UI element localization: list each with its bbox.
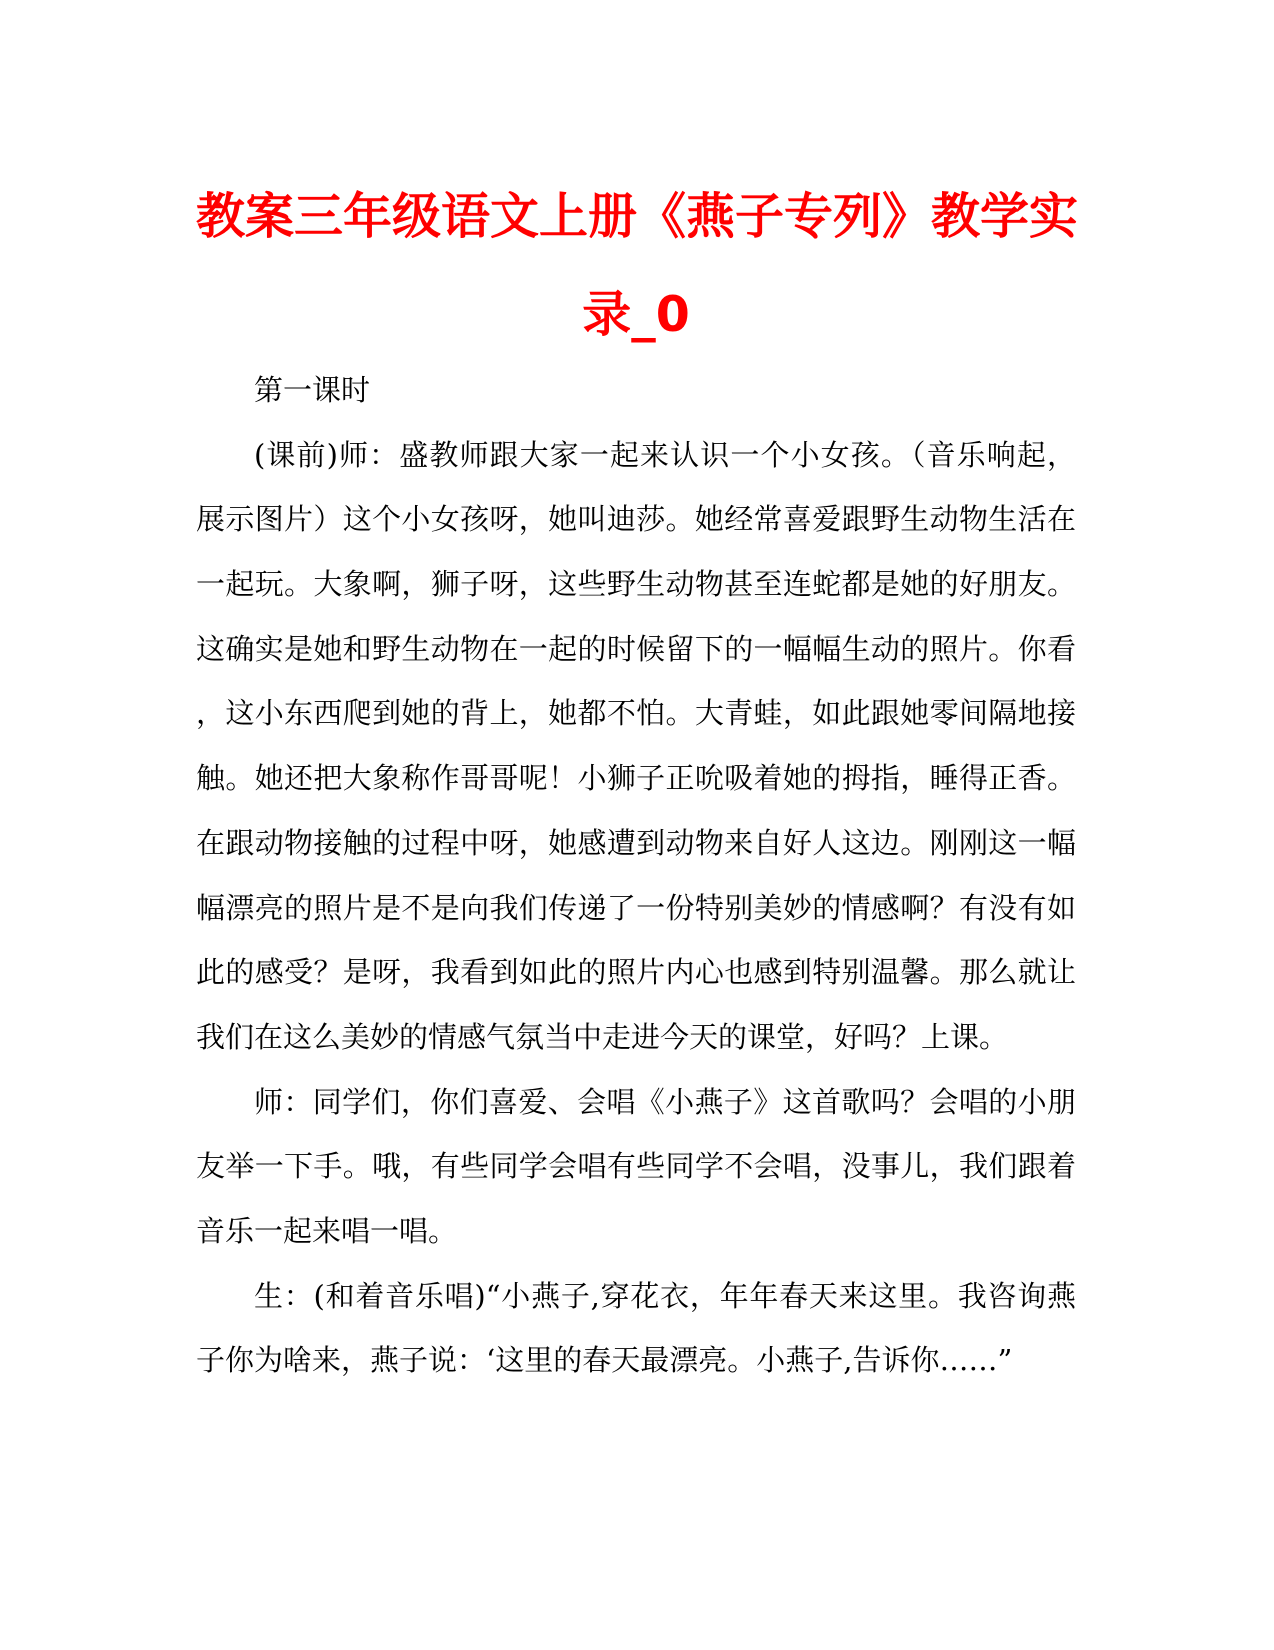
body-line: 第一课时: [254, 373, 371, 407]
body-line: 在跟动物接触的过程中呀，她感遭到动物来自好人这边。刚刚这一幅: [196, 825, 1076, 860]
body-line: 我们在这么美妙的情感气氛当中走进今天的课堂，好吗？上课。: [196, 1019, 1009, 1054]
title-line: 录_0: [582, 286, 690, 343]
body-line: 幅漂亮的照片是不是向我们传递了一份特别美妙的情感啊？有没有如: [196, 890, 1076, 925]
body-line: 子你为啥来，燕子说：‘这里的春天最漂亮。小燕子,告诉你……”: [196, 1343, 1013, 1378]
body-line: ，这小东西爬到她的背上，她都不怕。大青蛙，如此跟她零间隔地接: [196, 696, 1076, 731]
body-line: 师：同学们，你们喜爱、会唱《小燕子》这首歌吗？会唱的小朋: [254, 1084, 1076, 1119]
body-line: 生：(和着音乐唱)“小燕子,穿花衣，年年春天来这里。我咨询燕: [254, 1278, 1076, 1313]
document-body: [196, 358, 1076, 1393]
document-title: [196, 168, 1079, 364]
body-line: 这确实是她和野生动物在一起的时候留下的一幅幅生动的照片。你看: [196, 631, 1076, 666]
body-line: 展示图片）这个小女孩呀，她叫迪莎。她经常喜爱跟野生动物生活在: [196, 502, 1076, 537]
body-line: 此的感受？是呀，我看到如此的照片内心也感到特别温馨。那么就让: [196, 955, 1076, 990]
body-line: 触。她还把大象称作哥哥呢！小狮子正吮吸着她的拇指，睡得正香。: [196, 761, 1076, 796]
body-line: (课前)师：盛教师跟大家一起来认识一个小女孩。（音乐响起，: [254, 437, 1076, 472]
body-line: 友举一下手。哦，有些同学会唱有些同学不会唱，没事儿，我们跟着: [196, 1149, 1076, 1184]
body-line: 一起玩。大象啊，狮子呀，这些野生动物甚至连蛇都是她的好朋友。: [196, 567, 1076, 602]
body-line: 音乐一起来唱一唱。: [196, 1213, 458, 1248]
title-line: 教案三年级语文上册《燕子专列》教学实: [196, 188, 1079, 245]
